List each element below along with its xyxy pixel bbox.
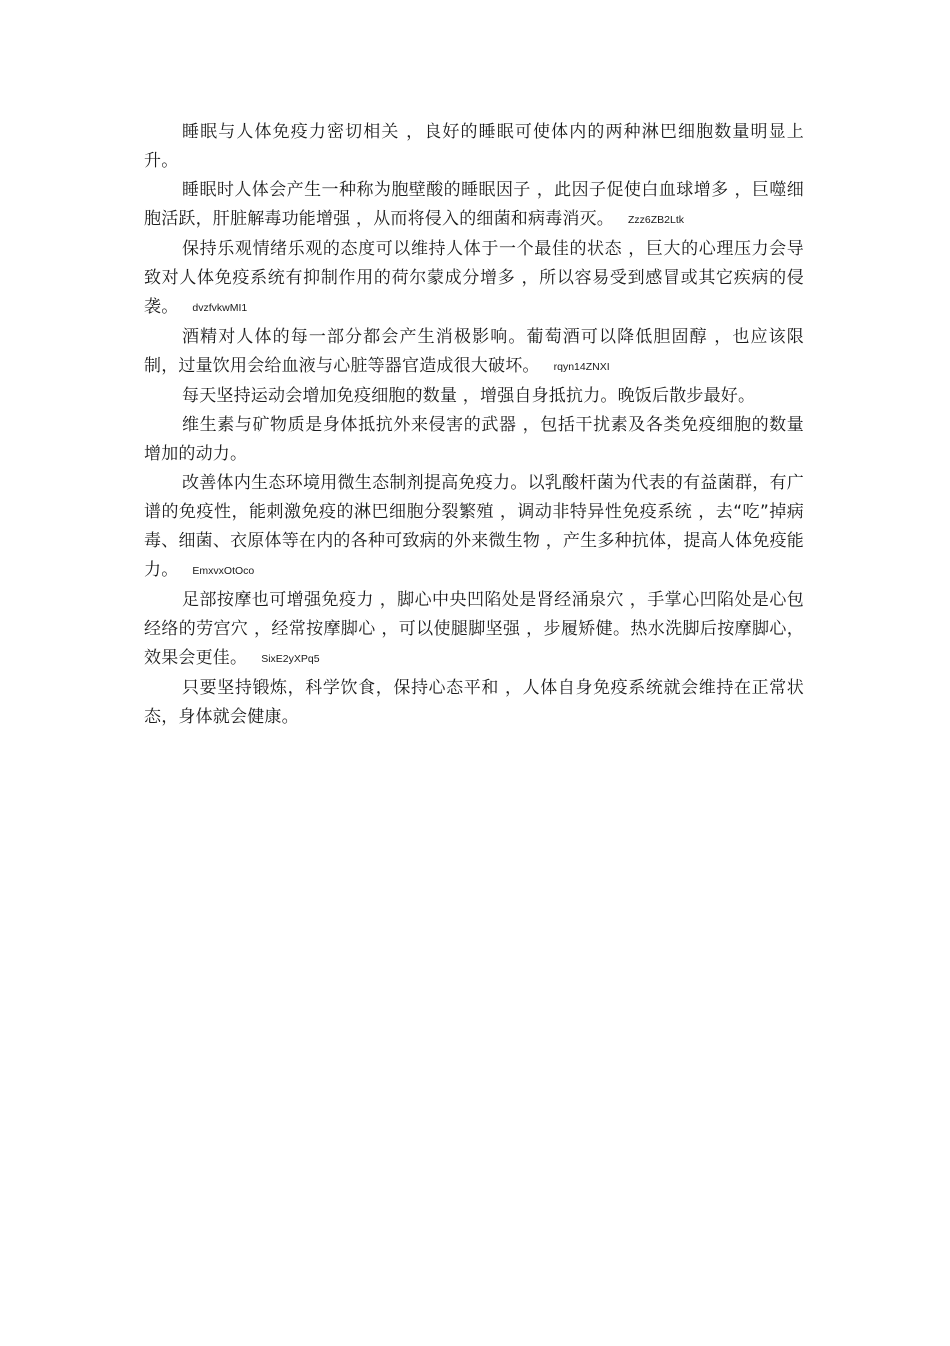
paragraph-probiotics [144, 469, 804, 586]
paragraph-code: rqyn14ZNXI [553, 361, 610, 373]
paragraph-text: 足部按摩也可增强免疫力 ，脚心中央凹陷处是肾经涌泉穴 ，手掌心凹陷处是心包经络的劳宫穴 ，经常按摩脚心 ，可以使腿脚坚强 ，步履矫健。热水洗脚后按摩脚心，效果会更佳。 [144, 590, 804, 668]
paragraph-code: SixE2yXPq5 [261, 653, 320, 665]
paragraph-code: Zzz6ZB2Ltk [628, 214, 685, 226]
paragraph-text: 睡眠与人体免疫力密切相关 ，良好的睡眠可使体内的两种淋巴细胞数量明显上升。 [144, 122, 804, 171]
paragraph-sleep [144, 118, 804, 176]
document-body [144, 118, 804, 732]
paragraph-sleep-factor [144, 176, 804, 235]
paragraph-code: dvzfvkwMI1 [192, 302, 248, 314]
paragraph-text: 每天坚持运动会增加免疫细胞的数量 ，增强自身抵抗力。晚饭后散步最好。 [182, 386, 756, 406]
paragraph-exercise [144, 382, 804, 411]
paragraph-text: 保持乐观情绪乐观的态度可以维持人体于一个最佳的状态 ，巨大的心理压力会导致对人体免疫系统有抑制作用的荷尔蒙成分增多 ，所以容易受到感冒或其它疾病的侵袭。 [144, 239, 804, 317]
paragraph-optimism [144, 235, 804, 323]
paragraph-text: 睡眠时人体会产生一种称为胞壁酸的睡眠因子 ，此因子促使白血球增多 ，巨噬细胞活跃，肝脏解毒功能增强 ，从而将侵入的细菌和病毒消灭。 [144, 180, 804, 229]
paragraph-foot-massage [144, 586, 804, 674]
paragraph-vitamins [144, 411, 804, 469]
paragraph-alcohol [144, 323, 804, 382]
paragraph-text: 改善体内生态环境用微生态制剂提高免疫力。以乳酸杆菌为代表的有益菌群，有广谱的免疫性，能刺激免疫的淋巴细胞分裂繁殖 ，调动非特异性免疫系统 ，去“吃”掉病毒、细菌、衣原体等在内的各种可致病的外来微生物 ，产生多种抗体，提高人体免疫能力。 [144, 473, 804, 580]
paragraph-code: EmxvxOtOco [192, 565, 255, 577]
paragraph-text: 维生素与矿物质是身体抵抗外来侵害的武器 ，包括干扰素及各类免疫细胞的数量增加的动力。 [144, 415, 804, 464]
paragraph-text: 只要坚持锻炼，科学饮食，保持心态平和 ，人体自身免疫系统就会维持在正常状态，身体就会健康。 [144, 678, 804, 727]
paragraph-text: 酒精对人体的每一部分都会产生消极影响。葡萄酒可以降低胆固醇 ，也应该限制，过量饮用会给血液与心脏等器官造成很大破坏。 [144, 327, 804, 376]
paragraph-conclusion [144, 674, 804, 732]
